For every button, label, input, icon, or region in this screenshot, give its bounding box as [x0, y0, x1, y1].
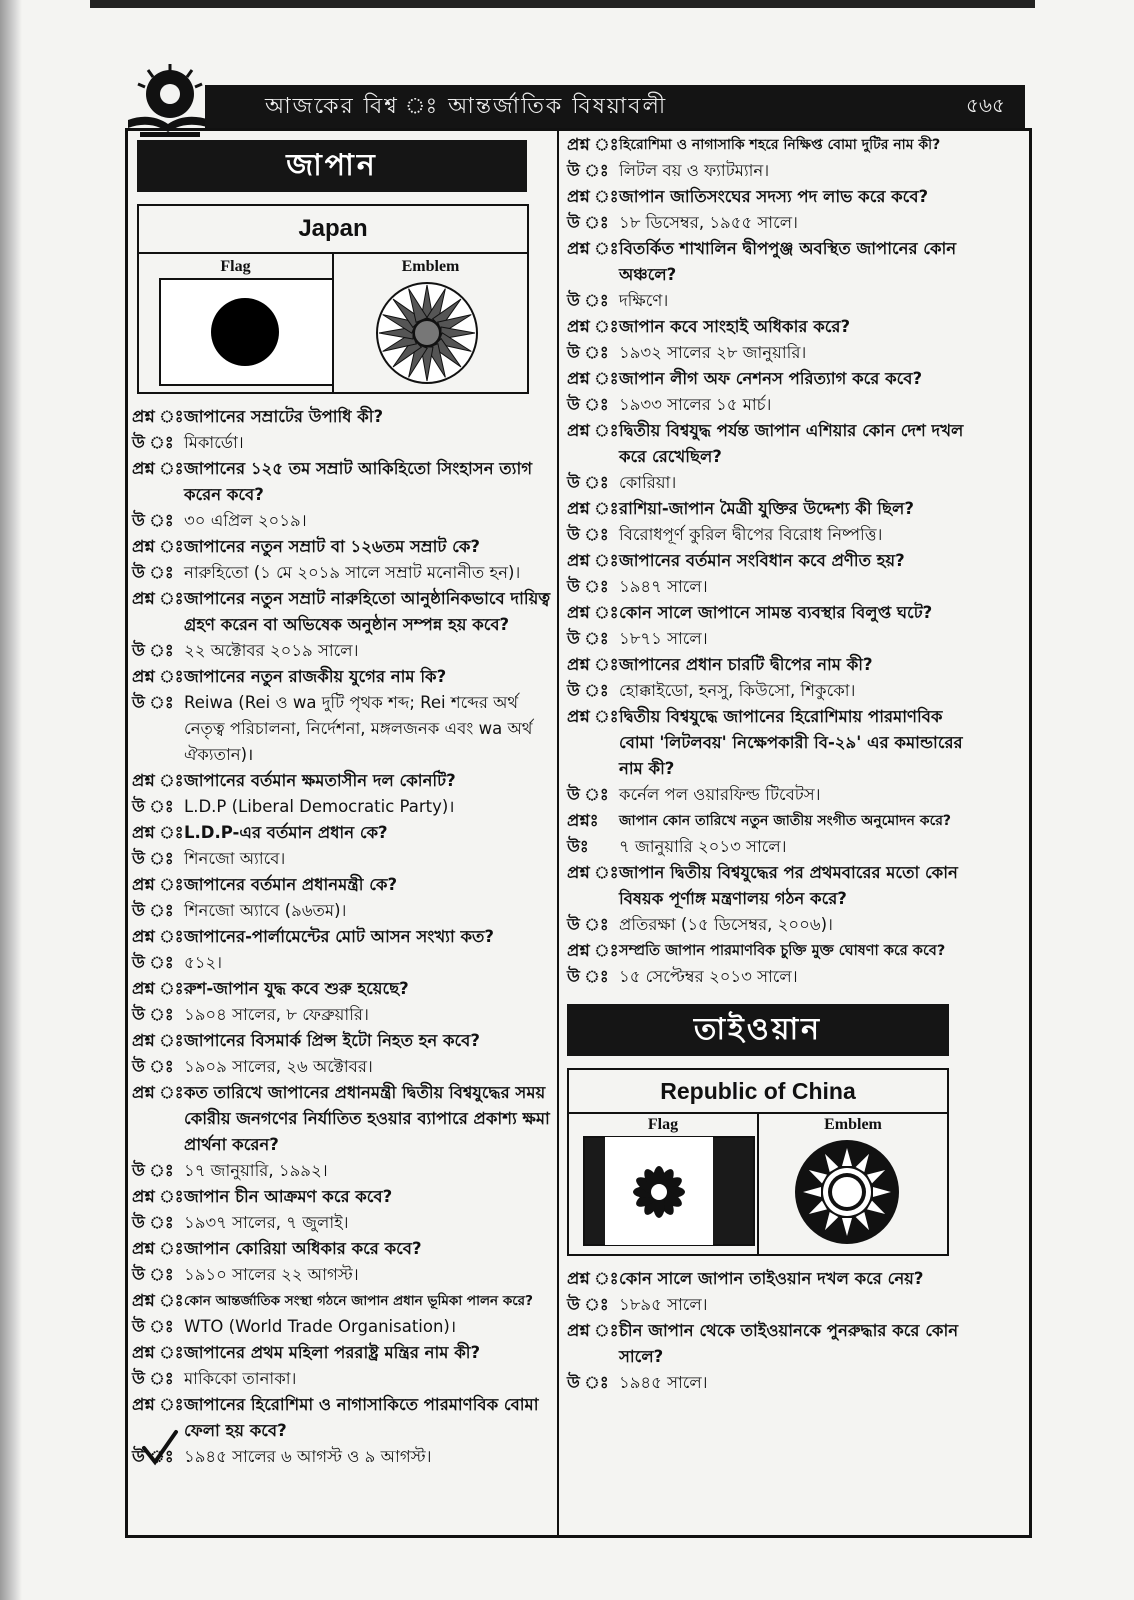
answer: উ ঃ ১৯৩৭ সালের, ৭ জুলাই।: [132, 1213, 349, 1232]
answer: উ ঃ ১৯১০ সালের ২২ আগস্ট।: [132, 1265, 359, 1284]
answer: উ ঃ বিরোধপূর্ণ কুরিল দ্বীপের বিরোধ নিষ্পত্তি।: [567, 525, 883, 544]
page-edge-shadow: [0, 0, 22, 1600]
answer: উ ঃ লিটল বয় ও ফ্যাটম্যান।: [567, 161, 770, 180]
answer: উ ঃ WTO (World Trade Organisation)।: [132, 1317, 457, 1336]
flag-cell: [569, 1114, 757, 1256]
country-info-box-taiwan: [567, 1068, 949, 1256]
question: প্রশ্ন ঃ রাশিয়া-জাপান মৈত্রী যুক্তির উদ্দেশ্য কী ছিল?: [567, 499, 914, 518]
qa-list-japan: [132, 404, 552, 1470]
question: প্রশ্ন ঃ জাপানের প্রধান চারটি দ্বীপের নাম কী?: [567, 655, 873, 674]
answer: উ ঃ কোরিয়া।: [567, 473, 677, 492]
answer: উ ঃ কর্নেল পল ওয়ারফিল্ড টিবেটস।: [567, 785, 821, 804]
question: প্রশ্ন ঃ জাপান জাতিসংঘের সদস্য পদ লাভ করে কবে?: [567, 187, 929, 206]
emblem-label: Emblem: [401, 258, 460, 275]
question: প্রশ্ন ঃ L.D.P-এর বর্তমান প্রধান কে?: [132, 823, 388, 842]
answer: উ ঃ দক্ষিণে।: [567, 291, 669, 310]
answer: উ ঃ ১৮৯৫ সালে।: [567, 1295, 708, 1314]
answer: উ ঃ ১৯০৯ সালের, ২৬ অক্টোবর।: [132, 1057, 373, 1076]
flag-label: Flag: [220, 258, 251, 275]
question: প্রশ্ন ঃ জাপানের হিরোশিমা ও নাগাসাকিতে পারমাণবিক বোমা ফেলা হয় কবে?: [132, 1395, 539, 1440]
answer: উ ঃ L.D.P (Liberal Democratic Party)।: [132, 797, 455, 816]
answer: উ ঃ নারুহিতো (১ মে ২০১৯ সালে সম্রাট মনোনীত হন)।: [132, 563, 521, 582]
question: প্রশ্ন ঃ জাপান চীন আক্রমণ করে কবে?: [132, 1187, 393, 1206]
question: প্রশ্ন ঃ জাপানের নতুন সম্রাট বা ১২৬তম সম্রাট কে?: [132, 537, 480, 556]
answer: উ ঃ ১৯৩৩ সালের ১৫ মার্চ।: [567, 395, 772, 414]
white-sun-emblem-icon: [793, 1138, 901, 1246]
answer: উ ঃ ৫১২।: [132, 953, 223, 972]
question: প্রশ্ন ঃ জাপান লীগ অফ নেশনস পরিত্যাগ করে কবে?: [567, 369, 923, 388]
answer: উঃ ৭ জানুয়ারি ২০১৩ সালে।: [567, 837, 787, 856]
right-column: [567, 132, 982, 1396]
question: প্রশ্ন ঃ কোন সালে জাপান তাইওয়ান দখল করে নেয়?: [567, 1269, 924, 1288]
answer: উ ঃ মিকার্ডো।: [132, 433, 244, 452]
answer: উ ঃ ১৯৩২ সালের ২৮ জানুয়ারি।: [567, 343, 807, 362]
country-name: Japan: [139, 206, 527, 254]
qa-list-japan-cont: [567, 132, 982, 990]
question: প্রশ্ন ঃ দ্বিতীয় বিশ্বযুদ্ধ পর্যন্ত জাপান এশিয়ার কোন দেশ দখল করে রেখেছিল?: [567, 421, 964, 466]
roc-flag-icon: [583, 1136, 755, 1246]
question: প্রশ্ন ঃ রুশ-জাপান যুদ্ধ কবে শুরু হয়েছে?: [132, 979, 409, 998]
page-number: ৫৬৫: [966, 92, 1005, 117]
answer: উ ঃ হোক্কাইডো, হনসু, কিউসো, শিকুকো।: [567, 681, 856, 700]
emblem-cell: [757, 1114, 947, 1256]
question: প্রশ্ন ঃ সম্প্রতি জাপান পারমাণবিক চুক্তি মুক্ত ঘোষণা করে কবে?: [567, 941, 946, 960]
question: প্রশ্নঃ জাপান কোন তারিখে নতুন জাতীয় সংগীত অনুমোদন করে?: [567, 811, 952, 830]
answer: উ ঃ শিনজো অ্যাবে (৯৬তম)।: [132, 901, 347, 920]
question: প্রশ্ন ঃ জাপানের ১২৫ তম সম্রাট আকিহিতো সিংহাসন ত্যাগ করেন কবে?: [132, 459, 533, 504]
question: প্রশ্ন ঃ জাপান দ্বিতীয় বিশ্বযুদ্ধের পর প্রথমবারের মতো কোন বিষয়ক পূর্ণাঙ্গ মন্ত্রণালয় গঠন করে?: [567, 863, 958, 908]
japan-flag-icon: [159, 278, 334, 386]
question: প্রশ্ন ঃ জাপানের প্রথম মহিলা পররাষ্ট্র মন্ত্রির নাম কী?: [132, 1343, 481, 1362]
left-column: [132, 140, 552, 1470]
answer: উ ঃ Reiwa (Rei ও wa দুটি পৃথক শব্দ; Rei শব্দের অর্থ নেতৃত্ব পরিচালনা, নির্দেশনা, মঙ্গলজনক এবং wa অর্থ ঐক্যতান)।: [132, 693, 533, 764]
question: প্রশ্ন ঃ জাপানের বর্তমান প্রধানমন্ত্রী কে?: [132, 875, 398, 894]
question: প্রশ্ন ঃ জাপানের বর্তমান সংবিধান কবে প্রণীত হয়?: [567, 551, 905, 570]
handwritten-check-icon: [140, 1428, 180, 1468]
answer: উ ঃ ১৯০৪ সালের, ৮ ফেব্রুয়ারি।: [132, 1005, 369, 1024]
top-rule: [90, 0, 1035, 8]
question: প্রশ্ন ঃ জাপানের বিসমার্ক প্রিন্স ইটো নিহত হন কবে?: [132, 1031, 480, 1050]
emblem-label: Emblem: [824, 1116, 882, 1133]
country-name: Republic of China: [569, 1070, 947, 1114]
section-title-japan: জাপান: [137, 140, 527, 192]
question: প্রশ্ন ঃ কত তারিখে জাপানের প্রধানমন্ত্রী দ্বিতীয় বিশ্বযুদ্ধের সময় কোরীয় জনগণের নির্যাতিত হওয়ার ব্যাপারে প্রকাশ্য ক্ষমা প্রার্থনা করেন?: [132, 1083, 550, 1154]
answer: উ ঃ শিনজো অ্যাবে।: [132, 849, 286, 868]
answer: উ ঃ ৩০ এপ্রিল ২০১৯।: [132, 511, 307, 530]
question: প্রশ্ন ঃ জাপানের নতুন সম্রাট নারুহিতো আনুষ্ঠানিকভাবে দায়িত্ব গ্রহণ করেন বা অভিষেক অনুষ্ঠান সম্পন্ন হয় কবে?: [132, 589, 551, 634]
header-title: আজকের বিশ্ব ঃ আন্তর্জাতিক বিষয়াবলী: [265, 93, 668, 119]
question: প্রশ্ন ঃ জাপানের সম্রাটের উপাধি কী?: [132, 407, 384, 426]
question: প্রশ্ন ঃ জাপান কবে সাংহাই অধিকার করে?: [567, 317, 851, 336]
answer: উ ঃ প্রতিরক্ষা (১৫ ডিসেম্বর, ২০০৬)।: [567, 915, 833, 934]
flag-cell: [139, 254, 332, 394]
question: প্রশ্ন ঃ দ্বিতীয় বিশ্বযুদ্ধে জাপানের হিরোশিমায় পারমাণবিক বোমা 'লিটলবয়' নিক্ষেপকারী বি-২৯' এর কমান্ডারের নাম কী?: [567, 707, 963, 778]
answer: উ ঃ ১৫ সেপ্টেম্বর ২০১৩ সালে।: [567, 967, 798, 986]
flag-label: Flag: [647, 1116, 679, 1133]
running-header: [205, 85, 1025, 129]
question: প্রশ্ন ঃ হিরোশিমা ও নাগাসাকি শহরে নিক্ষিপ্ত বোমা দুটির নাম কী?: [567, 135, 941, 154]
chrysanthemum-emblem-icon: [374, 280, 480, 386]
emblem-cell: [332, 254, 527, 394]
question: প্রশ্ন ঃ কোন আন্তর্জাতিক সংস্থা গঠনে জাপান প্রধান ভূমিকা পালন করে?: [132, 1291, 533, 1310]
column-divider: [557, 130, 559, 1536]
question: প্রশ্ন ঃ জাপানের বর্তমান ক্ষমতাসীন দল কোনটি?: [132, 771, 456, 790]
answer: উ ঃ ২২ অক্টোবর ২০১৯ সালে।: [132, 641, 359, 660]
answer: উ ঃ ১৯৪৫ সালে।: [567, 1373, 708, 1392]
answer: উ ঃ ১৮৭১ সালে।: [567, 629, 708, 648]
section-title-taiwan: তাইওয়ান: [567, 1004, 949, 1056]
answer: উ ঃ মাকিকো তানাকা।: [132, 1369, 297, 1388]
question: প্রশ্ন ঃ জাপানের-পার্লামেন্টের মোট আসন সংখ্যা কত?: [132, 927, 494, 946]
question: প্রশ্ন ঃ জাপান কোরিয়া অধিকার করে কবে?: [132, 1239, 422, 1258]
answer: উ ঃ ১৯৪৭ সালে।: [567, 577, 708, 596]
answer: উ ঃ ১৮ ডিসেম্বর, ১৯৫৫ সালে।: [567, 213, 798, 232]
country-info-box-japan: [137, 204, 529, 394]
question: প্রশ্ন ঃ চীন জাপান থেকে তাইওয়ানকে পুনরুদ্ধার করে কোন সালে?: [567, 1321, 959, 1366]
answer: উ ঃ ১৯৪৫ সালের ৬ আগস্ট ও ৯ আগস্ট।: [132, 1447, 432, 1466]
question: প্রশ্ন ঃ জাপানের নতুন রাজকীয় যুগের নাম কি?: [132, 667, 447, 686]
answer: উ ঃ ১৭ জানুয়ারি, ১৯৯২।: [132, 1161, 328, 1180]
question: প্রশ্ন ঃ বিতর্কিত শাখালিন দ্বীপপুঞ্জ অবস্থিত জাপানের কোন অঞ্চলে?: [567, 239, 957, 284]
question: প্রশ্ন ঃ কোন সালে জাপানে সামন্ত ব্যবস্থার বিলুপ্ত ঘটে?: [567, 603, 933, 622]
qa-list-taiwan: [567, 1266, 982, 1396]
